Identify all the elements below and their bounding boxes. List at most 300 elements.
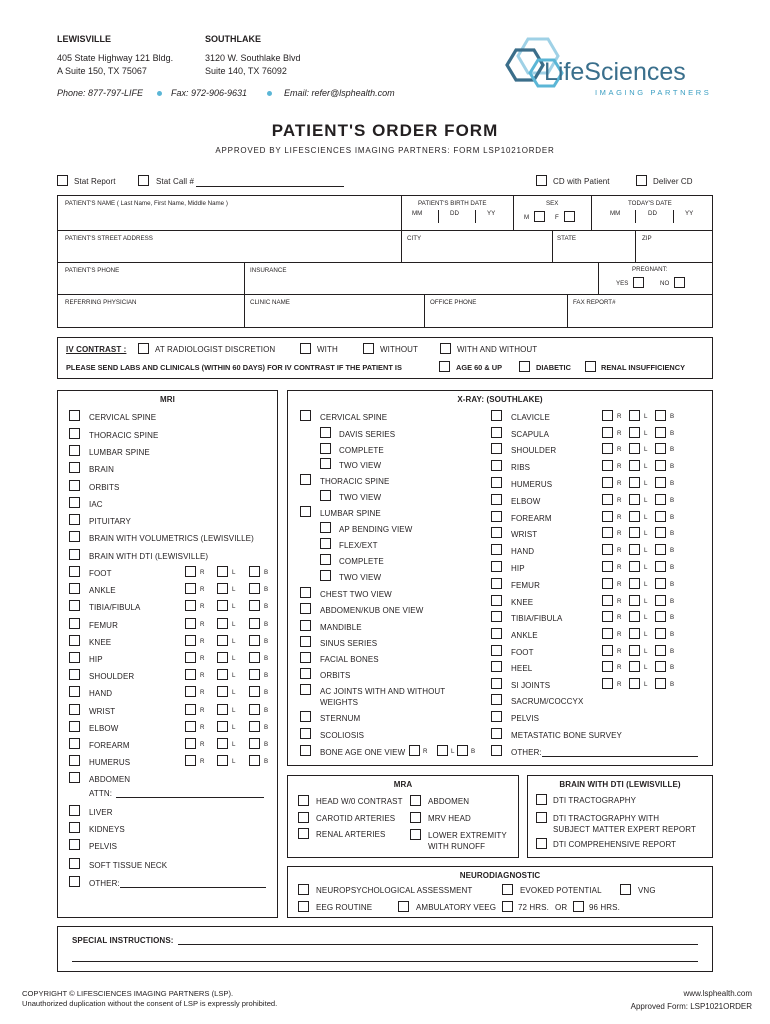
mri-wrist-label: WRIST xyxy=(89,707,116,716)
mri-pituitary-checkbox[interactable] xyxy=(69,514,80,525)
mri-knee-l-checkbox[interactable] xyxy=(217,635,228,646)
xray-wrist-r-l-checkbox[interactable] xyxy=(629,527,640,538)
mri-femur-r-checkbox[interactable] xyxy=(185,618,196,629)
mri-knee-checkbox[interactable] xyxy=(69,635,80,646)
diabetic-checkbox[interactable] xyxy=(519,361,530,372)
xray-heel-r-checkbox[interactable] xyxy=(491,661,502,672)
xray-bone-age-r-checkbox[interactable] xyxy=(409,745,420,756)
xray-davis-series-1-checkbox[interactable] xyxy=(320,427,331,438)
special-instructions-label: SPECIAL INSTRUCTIONS: xyxy=(72,936,174,945)
bullet-dot-icon xyxy=(157,91,162,96)
mri-elbow-l-checkbox[interactable] xyxy=(217,721,228,732)
today-yy-label: YY xyxy=(685,210,694,217)
vng-label: VNG xyxy=(638,886,656,895)
xray-si-joints-r-checkbox[interactable] xyxy=(491,678,502,689)
xray-two-view-3-checkbox[interactable] xyxy=(320,458,331,469)
special-instructions-line-2[interactable] xyxy=(72,961,698,962)
mri-elbow-b-label: B xyxy=(264,724,269,731)
xray-metastatic-bone-survey-label: METASTATIC BONE SURVEY xyxy=(511,731,622,740)
xray-title: X-RAY: (SOUTHLAKE) xyxy=(457,395,543,404)
xray-hip-r-b-checkbox[interactable] xyxy=(655,561,666,572)
fax-text: Fax: 972-906-9631 xyxy=(171,88,248,98)
mri-hand-l-checkbox[interactable] xyxy=(217,686,228,697)
xray-scapula-r-r-checkbox[interactable] xyxy=(602,427,613,438)
xray-clavicle-r-label: CLAVICLE xyxy=(511,413,550,422)
xray-facial-bones-15-label: FACIAL BONES xyxy=(320,655,379,664)
renal-arteries-label: RENAL ARTERIES xyxy=(316,830,386,839)
mri-forearm-b-checkbox[interactable] xyxy=(249,738,260,749)
xray-clavicle-r-b-label: B xyxy=(670,413,675,420)
xray-foot-r-checkbox[interactable] xyxy=(491,645,502,656)
xray-elbow-r-l-checkbox[interactable] xyxy=(629,494,640,505)
xray-metastatic-bone-survey-checkbox[interactable] xyxy=(491,728,502,739)
mri-hip-b-checkbox[interactable] xyxy=(249,652,260,663)
xray-wrist-r-label: WRIST xyxy=(511,530,538,539)
zip-field[interactable]: ZIP xyxy=(642,235,652,242)
mri-tibia-fibula-label: TIBIA/FIBULA xyxy=(89,603,141,612)
mri-hip-checkbox[interactable] xyxy=(69,652,80,663)
xray-ankle-r-l-checkbox[interactable] xyxy=(629,628,640,639)
mri-forearm-checkbox[interactable] xyxy=(69,738,80,749)
mri-brain-with-volumetrics-lewisville-checkbox[interactable] xyxy=(69,531,80,542)
bullet-dot-icon xyxy=(267,91,272,96)
xray-heel-r-label: HEEL xyxy=(511,664,533,673)
mri-tibia-fibula-l-checkbox[interactable] xyxy=(217,600,228,611)
mri-wrist-l-checkbox[interactable] xyxy=(217,704,228,715)
pregnant-no-label: NO xyxy=(660,280,670,287)
xray-foot-r-l-checkbox[interactable] xyxy=(629,645,640,656)
xray-si-joints-r-b-checkbox[interactable] xyxy=(655,678,666,689)
ambulatory-veeg-checkbox[interactable] xyxy=(398,901,409,912)
xray-two-view-3-label: TWO VIEW xyxy=(339,461,382,470)
xray-ankle-r-r-label: R xyxy=(617,631,622,638)
without-contrast-checkbox[interactable] xyxy=(363,343,374,354)
carotid-arteries-checkbox[interactable] xyxy=(298,812,309,823)
xray-other-checkbox[interactable] xyxy=(491,745,502,756)
xray-ac-joints-checkbox[interactable] xyxy=(300,684,311,695)
mri-wrist-checkbox[interactable] xyxy=(69,704,80,715)
sex-f-checkbox[interactable] xyxy=(564,211,575,222)
clinic-name-field[interactable]: CLINIC NAME xyxy=(250,299,290,306)
approved-subtitle: APPROVED BY LIFESCIENCES IMAGING PARTNERS: FORM LSP1021ORDER xyxy=(215,146,555,155)
xray-scapula-r-l-label: L xyxy=(644,430,648,437)
xray-hand-r-label: HAND xyxy=(511,547,535,556)
xray-ankle-r-checkbox[interactable] xyxy=(491,628,502,639)
mri-humerus-b-label: B xyxy=(264,758,269,765)
logo-tagline: IMAGING PARTNERS xyxy=(595,88,712,97)
xray-hand-r-checkbox[interactable] xyxy=(491,544,502,555)
xray-humerus-r-b-checkbox[interactable] xyxy=(655,477,666,488)
xray-foot-r-r-checkbox[interactable] xyxy=(602,645,613,656)
xray-forearm-r-l-checkbox[interactable] xyxy=(629,511,640,522)
state-field[interactable]: STATE xyxy=(557,235,577,242)
xray-cervical-spine-0-checkbox[interactable] xyxy=(300,410,311,421)
mri-shoulder-l-checkbox[interactable] xyxy=(217,669,228,680)
with-contrast-checkbox[interactable] xyxy=(300,343,311,354)
xray-foot-r-b-label: B xyxy=(670,648,675,655)
dti-comprehensive-checkbox[interactable] xyxy=(536,838,547,849)
eeg-routine-label: EEG ROUTINE xyxy=(316,903,373,912)
mri-humerus-r-checkbox[interactable] xyxy=(185,755,196,766)
xray-tibia-fibula-r-l-checkbox[interactable] xyxy=(629,611,640,622)
vng-checkbox[interactable] xyxy=(620,884,631,895)
deliver-cd-checkbox[interactable] xyxy=(636,175,647,186)
xray-tibia-fibula-r-b-checkbox[interactable] xyxy=(655,611,666,622)
xray-knee-r-checkbox[interactable] xyxy=(491,595,502,606)
mra-title: MRA xyxy=(393,780,413,789)
xray-forearm-r-label: FOREARM xyxy=(511,514,552,523)
mri-tibia-fibula-b-checkbox[interactable] xyxy=(249,600,260,611)
mra-abdomen-checkbox[interactable] xyxy=(410,795,421,806)
xray-chest-two-view-11-label: CHEST TWO VIEW xyxy=(320,590,392,599)
mri-hip-l-checkbox[interactable] xyxy=(217,652,228,663)
xray-clavicle-r-l-checkbox[interactable] xyxy=(629,410,640,421)
mri-other-field[interactable] xyxy=(120,887,266,888)
xray-hand-r-b-checkbox[interactable] xyxy=(655,544,666,555)
age-60-label: AGE 60 & UP xyxy=(456,363,503,372)
xray-forearm-r-r-checkbox[interactable] xyxy=(602,511,613,522)
mri-orbits-label: ORBITS xyxy=(89,483,120,492)
southlake-address-2: Suite 140, TX 76092 xyxy=(205,66,287,76)
xray-shoulder-r-r-label: R xyxy=(617,446,622,453)
mri-knee-r-checkbox[interactable] xyxy=(185,635,196,646)
xray-si-joints-r-l-label: L xyxy=(644,681,648,688)
xray-hip-r-r-checkbox[interactable] xyxy=(602,561,613,572)
xray-ribs-r-r-checkbox[interactable] xyxy=(602,460,613,471)
neuropsych-checkbox[interactable] xyxy=(298,884,309,895)
xray-knee-r-r-checkbox[interactable] xyxy=(602,595,613,606)
lower-extremity-checkbox[interactable] xyxy=(410,829,421,840)
with-and-without-label: WITH AND WITHOUT xyxy=(457,345,538,354)
xray-flex-ext-8-checkbox[interactable] xyxy=(320,538,331,549)
mri-forearm-r-checkbox[interactable] xyxy=(185,738,196,749)
eeg-routine-checkbox[interactable] xyxy=(298,901,309,912)
xray-hip-r-checkbox[interactable] xyxy=(491,561,502,572)
mri-forearm-l-checkbox[interactable] xyxy=(217,738,228,749)
xray-cervical-spine-0-label: CERVICAL SPINE xyxy=(320,413,388,422)
mri-hand-b-checkbox[interactable] xyxy=(249,686,260,697)
xray-lumbar-spine-6-label: LUMBAR SPINE xyxy=(320,509,381,518)
mri-elbow-r-checkbox[interactable] xyxy=(185,721,196,732)
mri-ankle-label: ANKLE xyxy=(89,586,116,595)
xray-sinus-series-14-checkbox[interactable] xyxy=(300,636,311,647)
xray-scoliosis-checkbox[interactable] xyxy=(300,728,311,739)
xray-humerus-r-l-checkbox[interactable] xyxy=(629,477,640,488)
xray-forearm-r-r-label: R xyxy=(617,514,622,521)
mri-humerus-b-checkbox[interactable] xyxy=(249,755,260,766)
mri-femur-checkbox[interactable] xyxy=(69,618,80,629)
fax-report-field[interactable]: FAX REPORT# xyxy=(573,299,616,306)
xray-other-field[interactable] xyxy=(542,756,698,757)
xray-clavicle-r-checkbox[interactable] xyxy=(491,410,502,421)
mri-other-checkbox[interactable] xyxy=(69,876,80,887)
xray-heel-r-l-checkbox[interactable] xyxy=(629,661,640,672)
xray-forearm-r-b-checkbox[interactable] xyxy=(655,511,666,522)
mri-cervical-spine-checkbox[interactable] xyxy=(69,410,80,421)
mri-knee-b-checkbox[interactable] xyxy=(249,635,260,646)
xray-knee-r-l-checkbox[interactable] xyxy=(629,595,640,606)
stat-report-checkbox[interactable] xyxy=(57,175,68,186)
xray-elbow-r-b-label: B xyxy=(670,497,675,504)
xray-humerus-r-r-checkbox[interactable] xyxy=(602,477,613,488)
xray-foot-r-b-checkbox[interactable] xyxy=(655,645,666,656)
insurance-field[interactable]: INSURANCE xyxy=(250,267,287,274)
xray-heel-r-r-label: R xyxy=(617,664,622,671)
xray-facial-bones-15-checkbox[interactable] xyxy=(300,652,311,663)
xray-scapula-r-r-label: R xyxy=(617,430,622,437)
patient-phone-field[interactable]: PATIENT'S PHONE xyxy=(65,267,120,274)
xray-elbow-r-checkbox[interactable] xyxy=(491,494,502,505)
xray-femur-r-b-label: B xyxy=(670,581,675,588)
mri-hand-r-checkbox[interactable] xyxy=(185,686,196,697)
xray-femur-r-checkbox[interactable] xyxy=(491,578,502,589)
dti-tractography-sme-checkbox[interactable] xyxy=(536,812,547,823)
xray-two-view-10-checkbox[interactable] xyxy=(320,570,331,581)
xray-ankle-r-b-checkbox[interactable] xyxy=(655,628,666,639)
xray-sacrum-coccyx-label: SACRUM/COCCYX xyxy=(511,697,584,706)
xray-knee-r-label: KNEE xyxy=(511,598,534,607)
xray-elbow-r-r-checkbox[interactable] xyxy=(602,494,613,505)
mri-brain-with-dti-lewisville-checkbox[interactable] xyxy=(69,549,80,560)
xray-thoracic-spine-4-checkbox[interactable] xyxy=(300,474,311,485)
xray-orbits-16-checkbox[interactable] xyxy=(300,668,311,679)
dti-tractography-label: DTI TRACTOGRAPHY xyxy=(553,796,637,805)
mri-wrist-r-checkbox[interactable] xyxy=(185,704,196,715)
xray-si-joints-r-l-checkbox[interactable] xyxy=(629,678,640,689)
xray-hand-r-r-checkbox[interactable] xyxy=(602,544,613,555)
xray-heel-r-r-checkbox[interactable] xyxy=(602,661,613,672)
dti-tractography-sme-label-1: DTI TRACTOGRAPHY WITH xyxy=(553,814,660,823)
patient-name-field[interactable]: PATIENT'S NAME ( Last Name, First Name, Middle Name ) xyxy=(65,200,228,207)
mri-ankle-b-checkbox[interactable] xyxy=(249,583,260,594)
xray-humerus-r-r-label: R xyxy=(617,480,622,487)
xray-bone-age-l-checkbox[interactable] xyxy=(437,745,448,756)
xray-sternum-checkbox[interactable] xyxy=(300,711,311,722)
mri-foot-b-label: B xyxy=(264,569,269,576)
phone-text: Phone: 877-797-LIFE xyxy=(57,88,144,98)
96-hrs-checkbox[interactable] xyxy=(573,901,584,912)
xray-foot-r-r-label: R xyxy=(617,648,622,655)
xray-flex-ext-8-label: FLEX/EXT xyxy=(339,541,378,550)
xray-complete-9-label: COMPLETE xyxy=(339,557,384,566)
renal-insufficiency-checkbox[interactable] xyxy=(585,361,596,372)
mri-kidneys-checkbox[interactable] xyxy=(69,822,80,833)
mri-femur-b-checkbox[interactable] xyxy=(249,618,260,629)
xray-sternum-label: STERNUM xyxy=(320,714,361,723)
radiologist-discretion-checkbox[interactable] xyxy=(138,343,149,354)
pregnant-yes-checkbox[interactable] xyxy=(633,277,644,288)
mri-humerus-l-checkbox[interactable] xyxy=(217,755,228,766)
xray-tibia-fibula-r-r-checkbox[interactable] xyxy=(602,611,613,622)
mri-humerus-checkbox[interactable] xyxy=(69,755,80,766)
special-instructions-line-1[interactable] xyxy=(178,944,698,945)
mri-femur-r-label: R xyxy=(200,621,205,628)
xray-complete-9-checkbox[interactable] xyxy=(320,554,331,565)
xray-shoulder-r-checkbox[interactable] xyxy=(491,443,502,454)
xray-elbow-r-r-label: R xyxy=(617,497,622,504)
xray-knee-r-r-label: R xyxy=(617,598,622,605)
xray-two-view-5-checkbox[interactable] xyxy=(320,490,331,501)
xray-clavicle-r-r-checkbox[interactable] xyxy=(602,410,613,421)
mri-wrist-b-checkbox[interactable] xyxy=(249,704,260,715)
mri-soft-tissue-neck-checkbox[interactable] xyxy=(69,858,80,869)
xray-complete-2-checkbox[interactable] xyxy=(320,443,331,454)
mri-hip-r-checkbox[interactable] xyxy=(185,652,196,663)
xray-ap-bending-view-7-checkbox[interactable] xyxy=(320,522,331,533)
mri-hand-checkbox[interactable] xyxy=(69,686,80,697)
xray-wrist-r-checkbox[interactable] xyxy=(491,527,502,538)
mri-tibia-fibula-checkbox[interactable] xyxy=(69,600,80,611)
mri-foot-b-checkbox[interactable] xyxy=(249,566,260,577)
stat-call-field[interactable] xyxy=(196,186,344,187)
xray-forearm-r-l-label: L xyxy=(644,514,648,521)
evoked-potential-checkbox[interactable] xyxy=(502,884,513,895)
mri-iac-checkbox[interactable] xyxy=(69,497,80,508)
street-address-field[interactable]: PATIENT'S STREET ADDRESS xyxy=(65,235,153,242)
xray-wrist-r-b-label: B xyxy=(670,530,675,537)
birth-date-label: PATIENT'S BIRTH DATE xyxy=(418,200,487,207)
mri-foot-label: FOOT xyxy=(89,569,112,578)
xray-scapula-r-checkbox[interactable] xyxy=(491,427,502,438)
dti-tractography-checkbox[interactable] xyxy=(536,794,547,805)
xray-two-view-5-label: TWO VIEW xyxy=(339,493,382,502)
mri-wrist-l-label: L xyxy=(232,707,236,714)
mri-elbow-checkbox[interactable] xyxy=(69,721,80,732)
xray-wrist-r-b-checkbox[interactable] xyxy=(655,527,666,538)
cd-with-patient-checkbox[interactable] xyxy=(536,175,547,186)
with-and-without-checkbox[interactable] xyxy=(440,343,451,354)
head-wo-contrast-checkbox[interactable] xyxy=(298,795,309,806)
xray-heel-r-b-checkbox[interactable] xyxy=(655,661,666,672)
xray-chest-two-view-11-checkbox[interactable] xyxy=(300,587,311,598)
xray-orbits-16-label: ORBITS xyxy=(320,671,351,680)
xray-tibia-fibula-r-checkbox[interactable] xyxy=(491,611,502,622)
special-instructions-section xyxy=(57,926,713,972)
mri-abdomen-checkbox[interactable] xyxy=(69,772,80,783)
mri-tibia-fibula-r-checkbox[interactable] xyxy=(185,600,196,611)
mri-shoulder-r-checkbox[interactable] xyxy=(185,669,196,680)
website-link[interactable]: www.lsphealth.com xyxy=(683,989,752,998)
xray-ribs-r-b-label: B xyxy=(670,463,675,470)
mri-thoracic-spine-label: THORACIC SPINE xyxy=(89,431,159,440)
xray-scapula-r-b-checkbox[interactable] xyxy=(655,427,666,438)
mri-foot-checkbox[interactable] xyxy=(69,566,80,577)
xray-femur-r-l-checkbox[interactable] xyxy=(629,578,640,589)
mri-elbow-b-checkbox[interactable] xyxy=(249,721,260,732)
xray-wrist-r-r-checkbox[interactable] xyxy=(602,527,613,538)
mri-elbow-label: ELBOW xyxy=(89,724,119,733)
mri-lumbar-spine-checkbox[interactable] xyxy=(69,445,80,456)
xray-elbow-r-b-checkbox[interactable] xyxy=(655,494,666,505)
xray-hand-r-l-checkbox[interactable] xyxy=(629,544,640,555)
xray-forearm-r-checkbox[interactable] xyxy=(491,511,502,522)
mri-femur-l-checkbox[interactable] xyxy=(217,618,228,629)
neuropsych-label: NEUROPSYCHOLOGICAL ASSESSMENT xyxy=(316,886,473,895)
ambulatory-veeg-label: AMBULATORY VEEG xyxy=(416,903,497,912)
carotid-arteries-label: CAROTID ARTERIES xyxy=(316,814,396,823)
xray-ankle-r-r-checkbox[interactable] xyxy=(602,628,613,639)
xray-pelvis-checkbox[interactable] xyxy=(491,711,502,722)
mri-shoulder-b-label: B xyxy=(264,672,269,679)
renal-insufficiency-label: RENAL INSUFFICIENCY xyxy=(601,363,686,372)
referring-physician-field[interactable]: REFERRING PHYSICIAN xyxy=(65,299,137,306)
mrv-head-checkbox[interactable] xyxy=(410,812,421,823)
xray-sacrum-coccyx-checkbox[interactable] xyxy=(491,694,502,705)
xray-ap-bending-view-7-label: AP BENDING VIEW xyxy=(339,525,413,534)
xray-hip-r-l-checkbox[interactable] xyxy=(629,561,640,572)
sex-m-checkbox[interactable] xyxy=(534,211,545,222)
mri-hand-b-label: B xyxy=(264,689,269,696)
mri-thoracic-spine-checkbox[interactable] xyxy=(69,428,80,439)
xray-lumbar-spine-6-checkbox[interactable] xyxy=(300,506,311,517)
xray-bone-age-b-checkbox[interactable] xyxy=(457,745,468,756)
xray-ribs-r-checkbox[interactable] xyxy=(491,460,502,471)
mri-ankle-l-checkbox[interactable] xyxy=(217,583,228,594)
xray-knee-r-b-checkbox[interactable] xyxy=(655,595,666,606)
unauthorized-text: Unauthorized duplication without the consent of LSP is expressly prohibited. xyxy=(22,999,278,1008)
xray-shoulder-r-r-checkbox[interactable] xyxy=(602,443,613,454)
xray-femur-r-b-checkbox[interactable] xyxy=(655,578,666,589)
mri-tibia-fibula-r-label: R xyxy=(200,603,205,610)
xray-humerus-r-b-label: B xyxy=(670,480,675,487)
city-field[interactable]: CITY xyxy=(407,235,422,242)
mri-attn-field[interactable] xyxy=(116,797,264,798)
mri-knee-b-label: B xyxy=(264,638,269,645)
pregnant-no-checkbox[interactable] xyxy=(674,277,685,288)
xray-humerus-r-checkbox[interactable] xyxy=(491,477,502,488)
xray-bone-age-l-label: L xyxy=(451,748,455,755)
mri-liver-checkbox[interactable] xyxy=(69,805,80,816)
mri-humerus-l-label: L xyxy=(232,758,236,765)
xray-shoulder-r-b-checkbox[interactable] xyxy=(655,443,666,454)
xray-ribs-r-r-label: R xyxy=(617,463,622,470)
xray-si-joints-r-r-checkbox[interactable] xyxy=(602,678,613,689)
mri-foot-r-checkbox[interactable] xyxy=(185,566,196,577)
xray-shoulder-r-l-checkbox[interactable] xyxy=(629,443,640,454)
xray-scapula-r-l-checkbox[interactable] xyxy=(629,427,640,438)
xray-clavicle-r-b-checkbox[interactable] xyxy=(655,410,666,421)
renal-arteries-checkbox[interactable] xyxy=(298,828,309,839)
xray-elbow-r-label: ELBOW xyxy=(511,497,541,506)
mri-shoulder-checkbox[interactable] xyxy=(69,669,80,680)
xray-abdomen-kub-one-view-12-checkbox[interactable] xyxy=(300,603,311,614)
mri-foot-l-checkbox[interactable] xyxy=(217,566,228,577)
72-hrs-label: 72 HRS. xyxy=(518,903,549,912)
xray-bone-age-checkbox[interactable] xyxy=(300,745,311,756)
xray-mandible-13-checkbox[interactable] xyxy=(300,620,311,631)
mri-orbits-checkbox[interactable] xyxy=(69,480,80,491)
mri-forearm-label: FOREARM xyxy=(89,741,130,750)
stat-call-checkbox[interactable] xyxy=(138,175,149,186)
xray-ribs-r-l-checkbox[interactable] xyxy=(629,460,640,471)
mri-ankle-r-checkbox[interactable] xyxy=(185,583,196,594)
mri-foot-r-label: R xyxy=(200,569,205,576)
xray-forearm-r-b-label: B xyxy=(670,514,675,521)
xray-knee-r-b-label: B xyxy=(670,598,675,605)
mri-shoulder-b-checkbox[interactable] xyxy=(249,669,260,680)
xray-femur-r-r-checkbox[interactable] xyxy=(602,578,613,589)
office-phone-field[interactable]: OFFICE PHONE xyxy=(430,299,477,306)
age-60-checkbox[interactable] xyxy=(439,361,450,372)
mri-ankle-checkbox[interactable] xyxy=(69,583,80,594)
72-hrs-checkbox[interactable] xyxy=(502,901,513,912)
mri-hand-r-label: R xyxy=(200,689,205,696)
xray-mandible-13-label: MANDIBLE xyxy=(320,623,362,632)
mri-brain-checkbox[interactable] xyxy=(69,462,80,473)
xray-ribs-r-l-label: L xyxy=(644,463,648,470)
xray-ribs-r-b-checkbox[interactable] xyxy=(655,460,666,471)
mri-pelvis-checkbox[interactable] xyxy=(69,839,80,850)
